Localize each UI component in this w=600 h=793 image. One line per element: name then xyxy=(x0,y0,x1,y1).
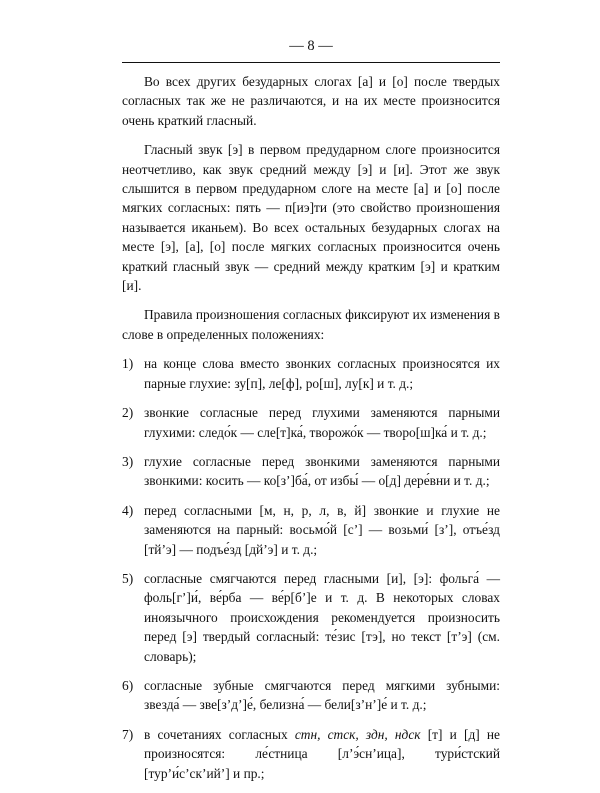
rule-text: на конце слова вместо звонких согласных произносятся их парные глухие: зу[п], ле[ф], ро[ш], лу[к] и т. д.; xyxy=(144,356,500,391)
page-number-header: — 8 — xyxy=(122,36,500,63)
rule-item xyxy=(122,452,500,491)
paragraph: Во всех других безударных слогах [а] и [о] после твердых согласных так же не различаются, и на их месте произносится очень краткий гласный. xyxy=(122,74,500,128)
rule-number: 7) xyxy=(122,726,134,742)
rule-text-end: [т] и [д] не произносятся: ле́стница [л’э́сн’ица], тури́стский [тур’и́с’ск’ий’] и пр.; xyxy=(144,726,500,781)
rule-number: 5) xyxy=(122,570,134,586)
rule-text-italic: стн, стск, здн, ндск xyxy=(294,726,421,742)
pronunciation-rules-list xyxy=(122,354,500,783)
rule-number: 2) xyxy=(122,405,134,421)
rule-item xyxy=(122,403,500,442)
rule-text: перед согласными [м, н, р, л, в, й] звонкие и глухие не заменяются на парный: восьмо́й [с’] — возьми́ [з’], отъе́зд [тй’э] — подъе́зд [дй’э] и т. д.; xyxy=(144,502,500,557)
rule-text: звонкие согласные перед глухими заменяются парными глухими: следо́к — сле[т]ка́, творожо́к — творо[ш]ка́ и т. д.; xyxy=(144,405,500,440)
rule-text: глухие согласные перед звонкими заменяются парными звонкими: косить — ко[з’]ба́, от избы́ — о[д] дере́вни и т. д.; xyxy=(144,453,500,489)
rule-item xyxy=(122,501,500,559)
rule-item xyxy=(122,569,500,666)
rule-text: согласные зубные смягчаются перед мягкими зубными: звезда́ — зве[з’д’]е́, белизна́ — бели[з’н’]е́ и т. д.; xyxy=(144,677,500,713)
paragraph: Правила произношения согласных фиксируют их изменения в слове в определенных положениях: xyxy=(122,307,500,342)
rule-number: 3) xyxy=(122,453,134,469)
rule-item xyxy=(122,725,500,783)
rule-text-start: в сочетаниях согласных xyxy=(144,726,295,742)
page-content xyxy=(122,72,500,793)
rule-item xyxy=(122,354,500,393)
rule-number: 4) xyxy=(122,502,134,518)
paragraph: Гласный звук [э] в первом предударном слоге произносится неотчетливо, как звук средний между [э] и [и]. Этот же звук слышится в первом предударном слоге на месте [а] и [о] после мягких согласных: пять — п[иэ]ти (это свойство произношения называется иканьем). Во всех остальных безударных слогах на месте [э], [а], [о] после мягких согласных произносится очень краткий гласный звук — средний между кратким [э] и кратким [и]. xyxy=(122,142,500,294)
rule-item xyxy=(122,676,500,715)
rule-text: согласные смягчаются перед гласными [и], [э]: фольга́ — фоль[г’]и́, ве́рба — ве́р[б’]е и т. д. В некоторых словах иноязычного происхождения рекомендуется произносить перед [э] твердый согласный: те́зис [тэ], но текст [т’э] (см. словарь); xyxy=(144,570,500,664)
rule-number: 6) xyxy=(122,677,134,693)
rule-number: 1) xyxy=(122,356,134,372)
